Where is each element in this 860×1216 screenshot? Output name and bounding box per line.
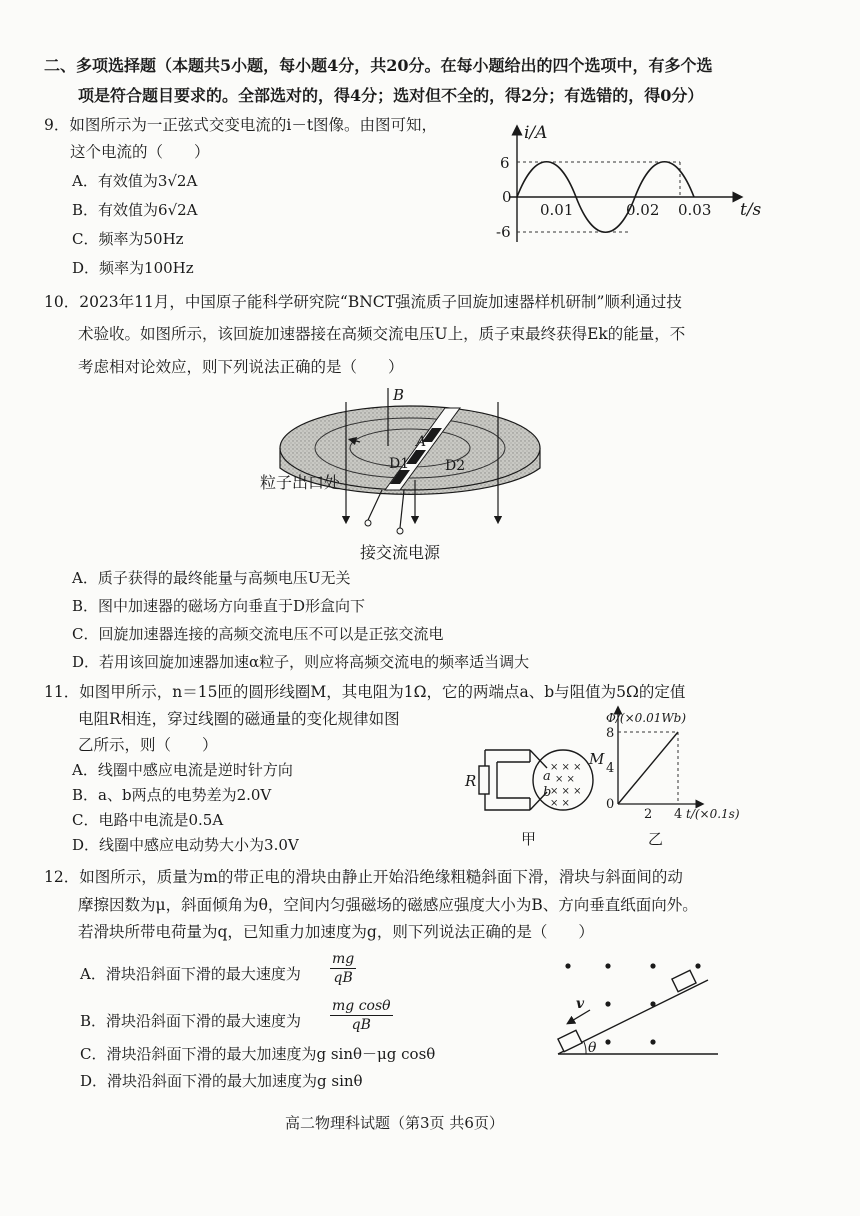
q12-angle-arc [584, 1042, 586, 1054]
q11-stem-line2: 电阻R相连，穿过线圈的磁通量的变化规律如图 [78, 710, 400, 728]
q9-tick-neg6: -6 [496, 223, 511, 241]
q11-tick-2: 2 [644, 807, 653, 822]
q9-option-b: B．有效值为6√2A [72, 201, 198, 219]
q10-label-a: A [416, 434, 427, 450]
q12-stem-line2: 摩擦因数为μ，斜面倾角为θ，空间内匀强磁场的磁感应强度大小为B、方向垂直纸面向外。 [78, 896, 698, 914]
q10-label-b: B [393, 386, 405, 404]
q9-ylabel: i/A [524, 123, 548, 143]
q12-incline-figure [548, 952, 728, 1062]
q11-field-crosses [550, 762, 582, 809]
q12-option-a-numerator: mg [332, 951, 355, 967]
q9-tick-001: 0.01 [540, 201, 574, 219]
q12-stem-line1: 12．如图所示，质量为m的带正电的滑块由静止开始沿绝缘粗糙斜面下滑，滑块与斜面间的动 [44, 868, 683, 886]
q11-option-c: C．电路中电流是0.5A [72, 811, 224, 829]
q10-option-d: D．若用该回旋加速器加速α粒子，则应将高频交流电的频率适当调大 [72, 653, 530, 671]
q9-tick-002: 0.02 [626, 201, 660, 219]
q10-stem-line3: 考虑相对论效应，则下列说法正确的是（ ） [78, 358, 404, 376]
q10-source-label: 接交流电源 [360, 543, 441, 562]
q12-option-b-denominator: qB [351, 1017, 371, 1033]
svg-text:× × ×: × × × [550, 762, 582, 773]
q12-option-b-prefix: B．滑块沿斜面下滑的最大速度为 [80, 1012, 302, 1030]
q11-stem-line1: 11．如图甲所示，n＝15匝的圆形线圈M，其电阻为1Ω，它的两端点a、b与阻值为5Ω的定值 [44, 683, 686, 701]
q12-block-top [672, 970, 696, 991]
q11-label-a: a [543, 769, 551, 784]
q11-caption-yi: 乙 [648, 830, 664, 848]
q10-exit-label: 粒子出口处 [260, 473, 341, 492]
q11-tick-0: 0 [606, 797, 615, 812]
q11-circuit-figure [455, 740, 605, 850]
q10-terminal-1 [365, 520, 371, 526]
q11-option-a: A．线圈中感应电流是逆时针方向 [72, 761, 293, 779]
q10-lead-left [368, 490, 382, 520]
svg-text:× ×: × × [555, 774, 575, 785]
q9-option-a: A．有效值为3√2A [72, 172, 198, 190]
q9-stem-line1: 9．如图所示为一正弦式交变电流的i－t图像。由图可知， [44, 116, 438, 134]
q11-ylabel: Φ/(×0.01Wb) [606, 711, 687, 725]
q9-tick-6: 6 [500, 154, 510, 172]
svg-text:× × ×: × × × [550, 786, 582, 797]
q12-block-bottom [558, 1030, 582, 1051]
q11-flux-graph [600, 700, 800, 850]
q12-label-theta: θ [588, 1040, 597, 1056]
page-footer: 高二物理科试题（第3页 共6页） [285, 1114, 504, 1132]
q10-stem-line1: 10．2023年11月，中国原子能科学研究院“BNCT强流质子回旋加速器样机研制”顺利通过技 [44, 293, 682, 311]
q12-option-b-numerator: mg cosθ [332, 998, 391, 1014]
q12-option-a-denominator: qB [333, 970, 353, 986]
q10-stem-line2: 术验收。如图所示，该回旋加速器接在高频交流电压U上，质子束最终获得Ek的能量，不 [78, 325, 686, 343]
q10-lead-right [400, 490, 404, 528]
q9-option-c: C．频率为50Hz [72, 230, 184, 248]
q11-resistor [479, 766, 489, 794]
q11-tick-8: 8 [606, 726, 615, 741]
q9-option-d: D．频率为100Hz [72, 259, 194, 277]
q11-tick-4: 4 [606, 761, 615, 776]
q11-label-b: b [543, 785, 552, 800]
q11-tick-4x: 4 [674, 807, 683, 822]
q10-option-c: C．回旋加速器连接的高频交流电压不可以是正弦交流电 [72, 625, 444, 643]
q11-label-m: M [589, 750, 605, 768]
q11-wire-inner [497, 762, 530, 798]
q12-option-a-fraction [330, 950, 356, 987]
q10-label-d2: D2 [445, 458, 466, 474]
q9-stem-line2: 这个电流的（ ） [70, 143, 210, 161]
q9-sine-graph [490, 122, 770, 247]
q10-cyclotron-figure [240, 380, 560, 560]
q11-caption-jia: 甲 [521, 830, 537, 848]
q12-option-a-prefix: A．滑块沿斜面下滑的最大速度为 [80, 965, 301, 983]
q10-label-d1: D1 [389, 456, 410, 472]
section-title-line1: 二、多项选择题（本题共5小题，每小题4分，共20分。在每小题给出的四个选项中，有多个选 [44, 56, 713, 75]
q10-option-a: A．质子获得的最终能量与高频电压U无关 [72, 569, 351, 587]
q10-option-b: B．图中加速器的磁场方向垂直于D形盒向下 [72, 597, 366, 615]
q12-label-v: v [576, 996, 585, 1012]
svg-text:× ×: × × [550, 798, 570, 809]
q11-flux-line [618, 732, 678, 804]
q11-wire-outer [485, 750, 530, 810]
q12-option-b-fraction [330, 997, 393, 1034]
q9-tick-003: 0.03 [678, 201, 712, 219]
q10-terminal-2 [397, 528, 403, 534]
q11-option-d: D．线圈中感应电动势大小为3.0V [72, 836, 299, 854]
q11-xlabel: t/(×0.1s) [686, 807, 740, 821]
q12-stem-line3: 若滑块所带电荷量为q，已知重力加速度为g，则下列说法正确的是（ ） [78, 923, 594, 941]
q9-tick-0: 0 [502, 188, 512, 206]
q11-label-r: R [465, 772, 477, 790]
q11-option-b: B．a、b两点的电势差为2.0V [72, 786, 272, 804]
section-title-line2: 项是符合题目要求的。全部选对的，得4分；选对但不全的，得2分；有选错的，得0分） [78, 86, 704, 105]
q12-option-d: D．滑块沿斜面下滑的最大加速度为g sinθ [80, 1072, 363, 1090]
q11-stem-line3: 乙所示，则（ ） [78, 736, 218, 754]
q12-option-c: C．滑块沿斜面下滑的最大加速度为g sinθ－μg cosθ [80, 1045, 436, 1063]
q9-xlabel: t/s [740, 200, 762, 220]
